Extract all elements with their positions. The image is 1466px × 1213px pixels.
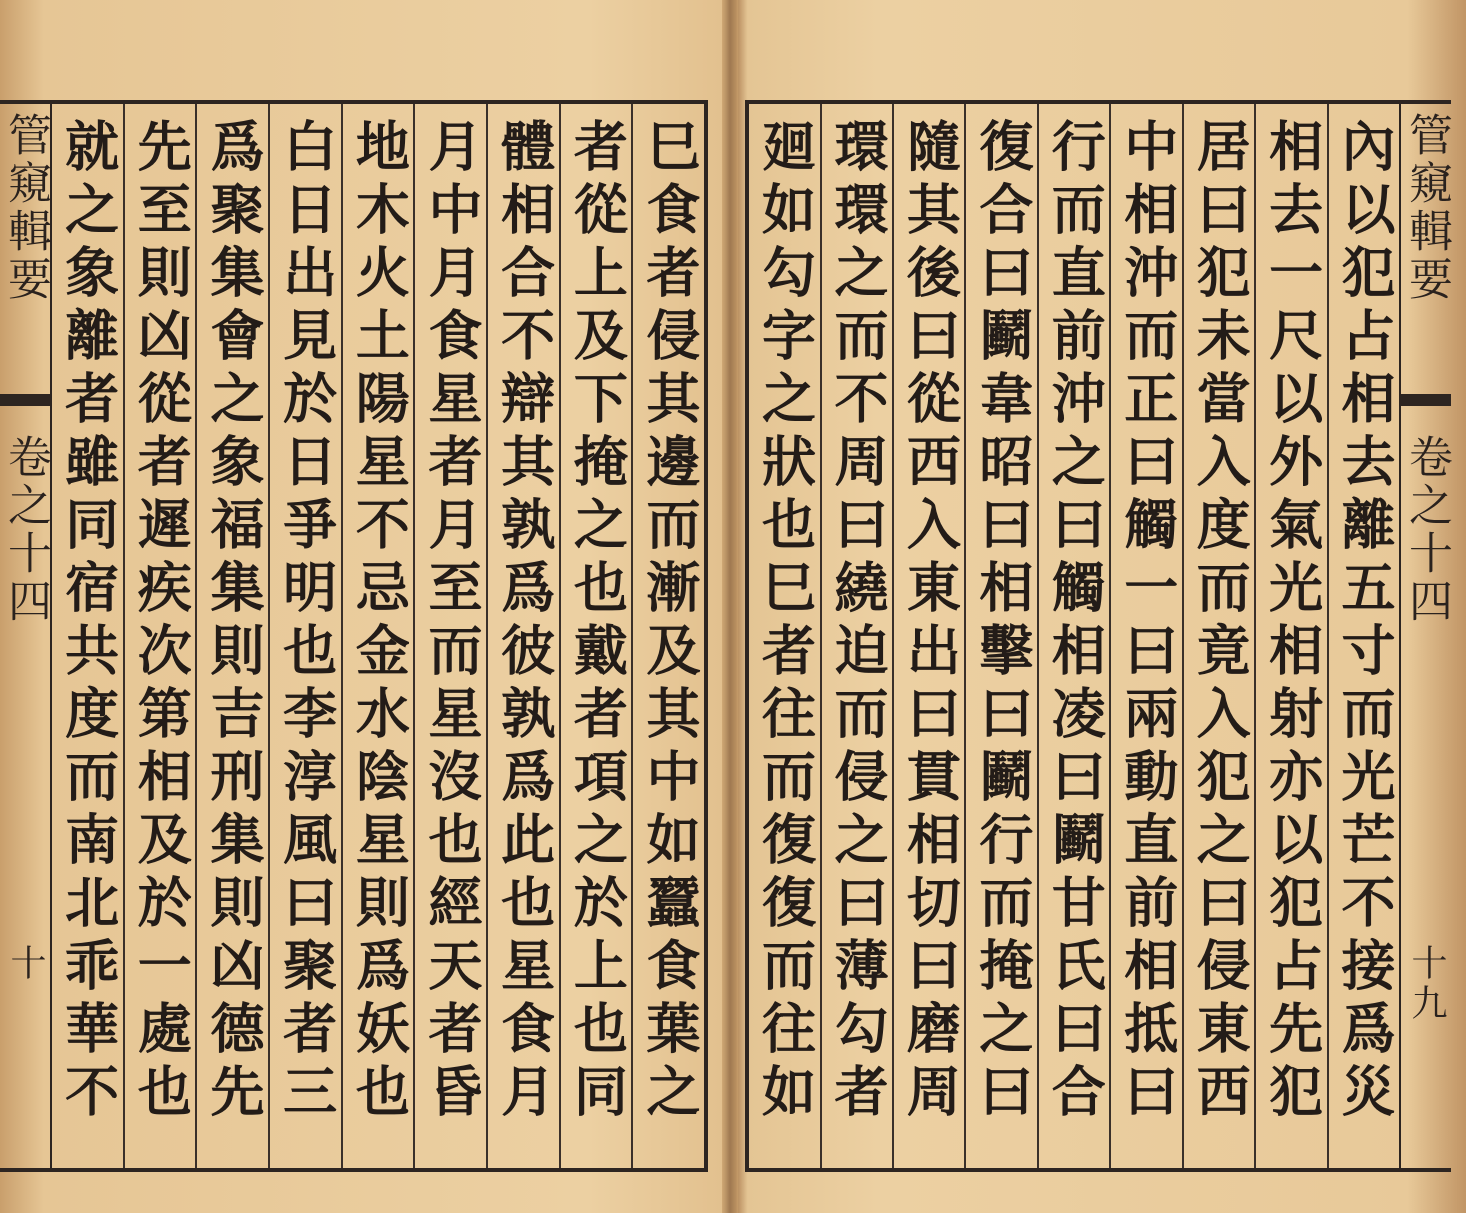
- text-column: 中相沖而正曰觸一曰兩動直前相抵曰: [1109, 104, 1181, 1168]
- text-column: 相去一尺以外氣光相射亦以犯占先犯: [1254, 104, 1326, 1168]
- text-column: 白日出見於日爭明也李淳風曰聚者三: [268, 104, 341, 1168]
- left-page: [0, 0, 727, 1213]
- banxin-volume: 卷之十四: [1401, 434, 1452, 626]
- left-banxin: [0, 104, 52, 1168]
- text-column: 內以犯占相去離五寸而光芒不接爲災: [1327, 104, 1399, 1168]
- text-column: 就之象離者雖同宿共度而南北乖華不: [56, 118, 121, 1126]
- left-page-frame: [0, 100, 708, 1172]
- text-column: 復合曰鬬韋昭曰相擊曰鬬行而掩之曰: [964, 104, 1036, 1168]
- right-page-frame: [745, 100, 1451, 1172]
- text-column: 爲聚集會之象福集則吉刑集則凶德先: [195, 104, 268, 1168]
- text-column: 巳食者侵其邊而漸及其中如蠶食葉之: [631, 104, 704, 1168]
- banxin-volume: 卷之十四: [0, 434, 51, 626]
- fishtail-mark: [0, 394, 50, 424]
- text-column: 環環之而不周曰繞迫而侵之曰薄勾者: [820, 104, 892, 1168]
- right-text-columns: [749, 104, 1399, 1168]
- fishtail-mark: [1401, 394, 1451, 424]
- text-column: 廻如勾字之狀也巳者往而復復而往如: [753, 118, 818, 1126]
- left-text-columns: [52, 104, 704, 1168]
- banxin-title: 管窺輯要: [0, 112, 51, 304]
- text-column: 者從上及下掩之也戴者項之於上也同: [559, 104, 632, 1168]
- banxin-title: 管窺輯要: [1401, 112, 1452, 304]
- text-column: 行而直前沖之曰觸相凌曰鬬甘氏曰合: [1037, 104, 1109, 1168]
- text-column: 月中月食星者月至而星沒也經天者昏: [413, 104, 486, 1168]
- banxin-page-number: 十: [5, 944, 46, 984]
- right-page: [737, 0, 1466, 1213]
- text-column: 居曰犯未當入度而竟入犯之曰侵東西: [1182, 104, 1254, 1168]
- text-column: 先至則凶從者遲疾次第相及於一處也: [123, 104, 196, 1168]
- text-column: 隨其後曰從西入東出曰貫相切曰磨周: [892, 104, 964, 1168]
- text-column: 地木火土陽星不忌金水陰星則爲妖也: [341, 104, 414, 1168]
- right-banxin: [1399, 104, 1451, 1168]
- text-column: 體相合不辯其孰爲彼孰爲此也星食月: [486, 104, 559, 1168]
- banxin-page-number: 十九: [1406, 944, 1447, 1024]
